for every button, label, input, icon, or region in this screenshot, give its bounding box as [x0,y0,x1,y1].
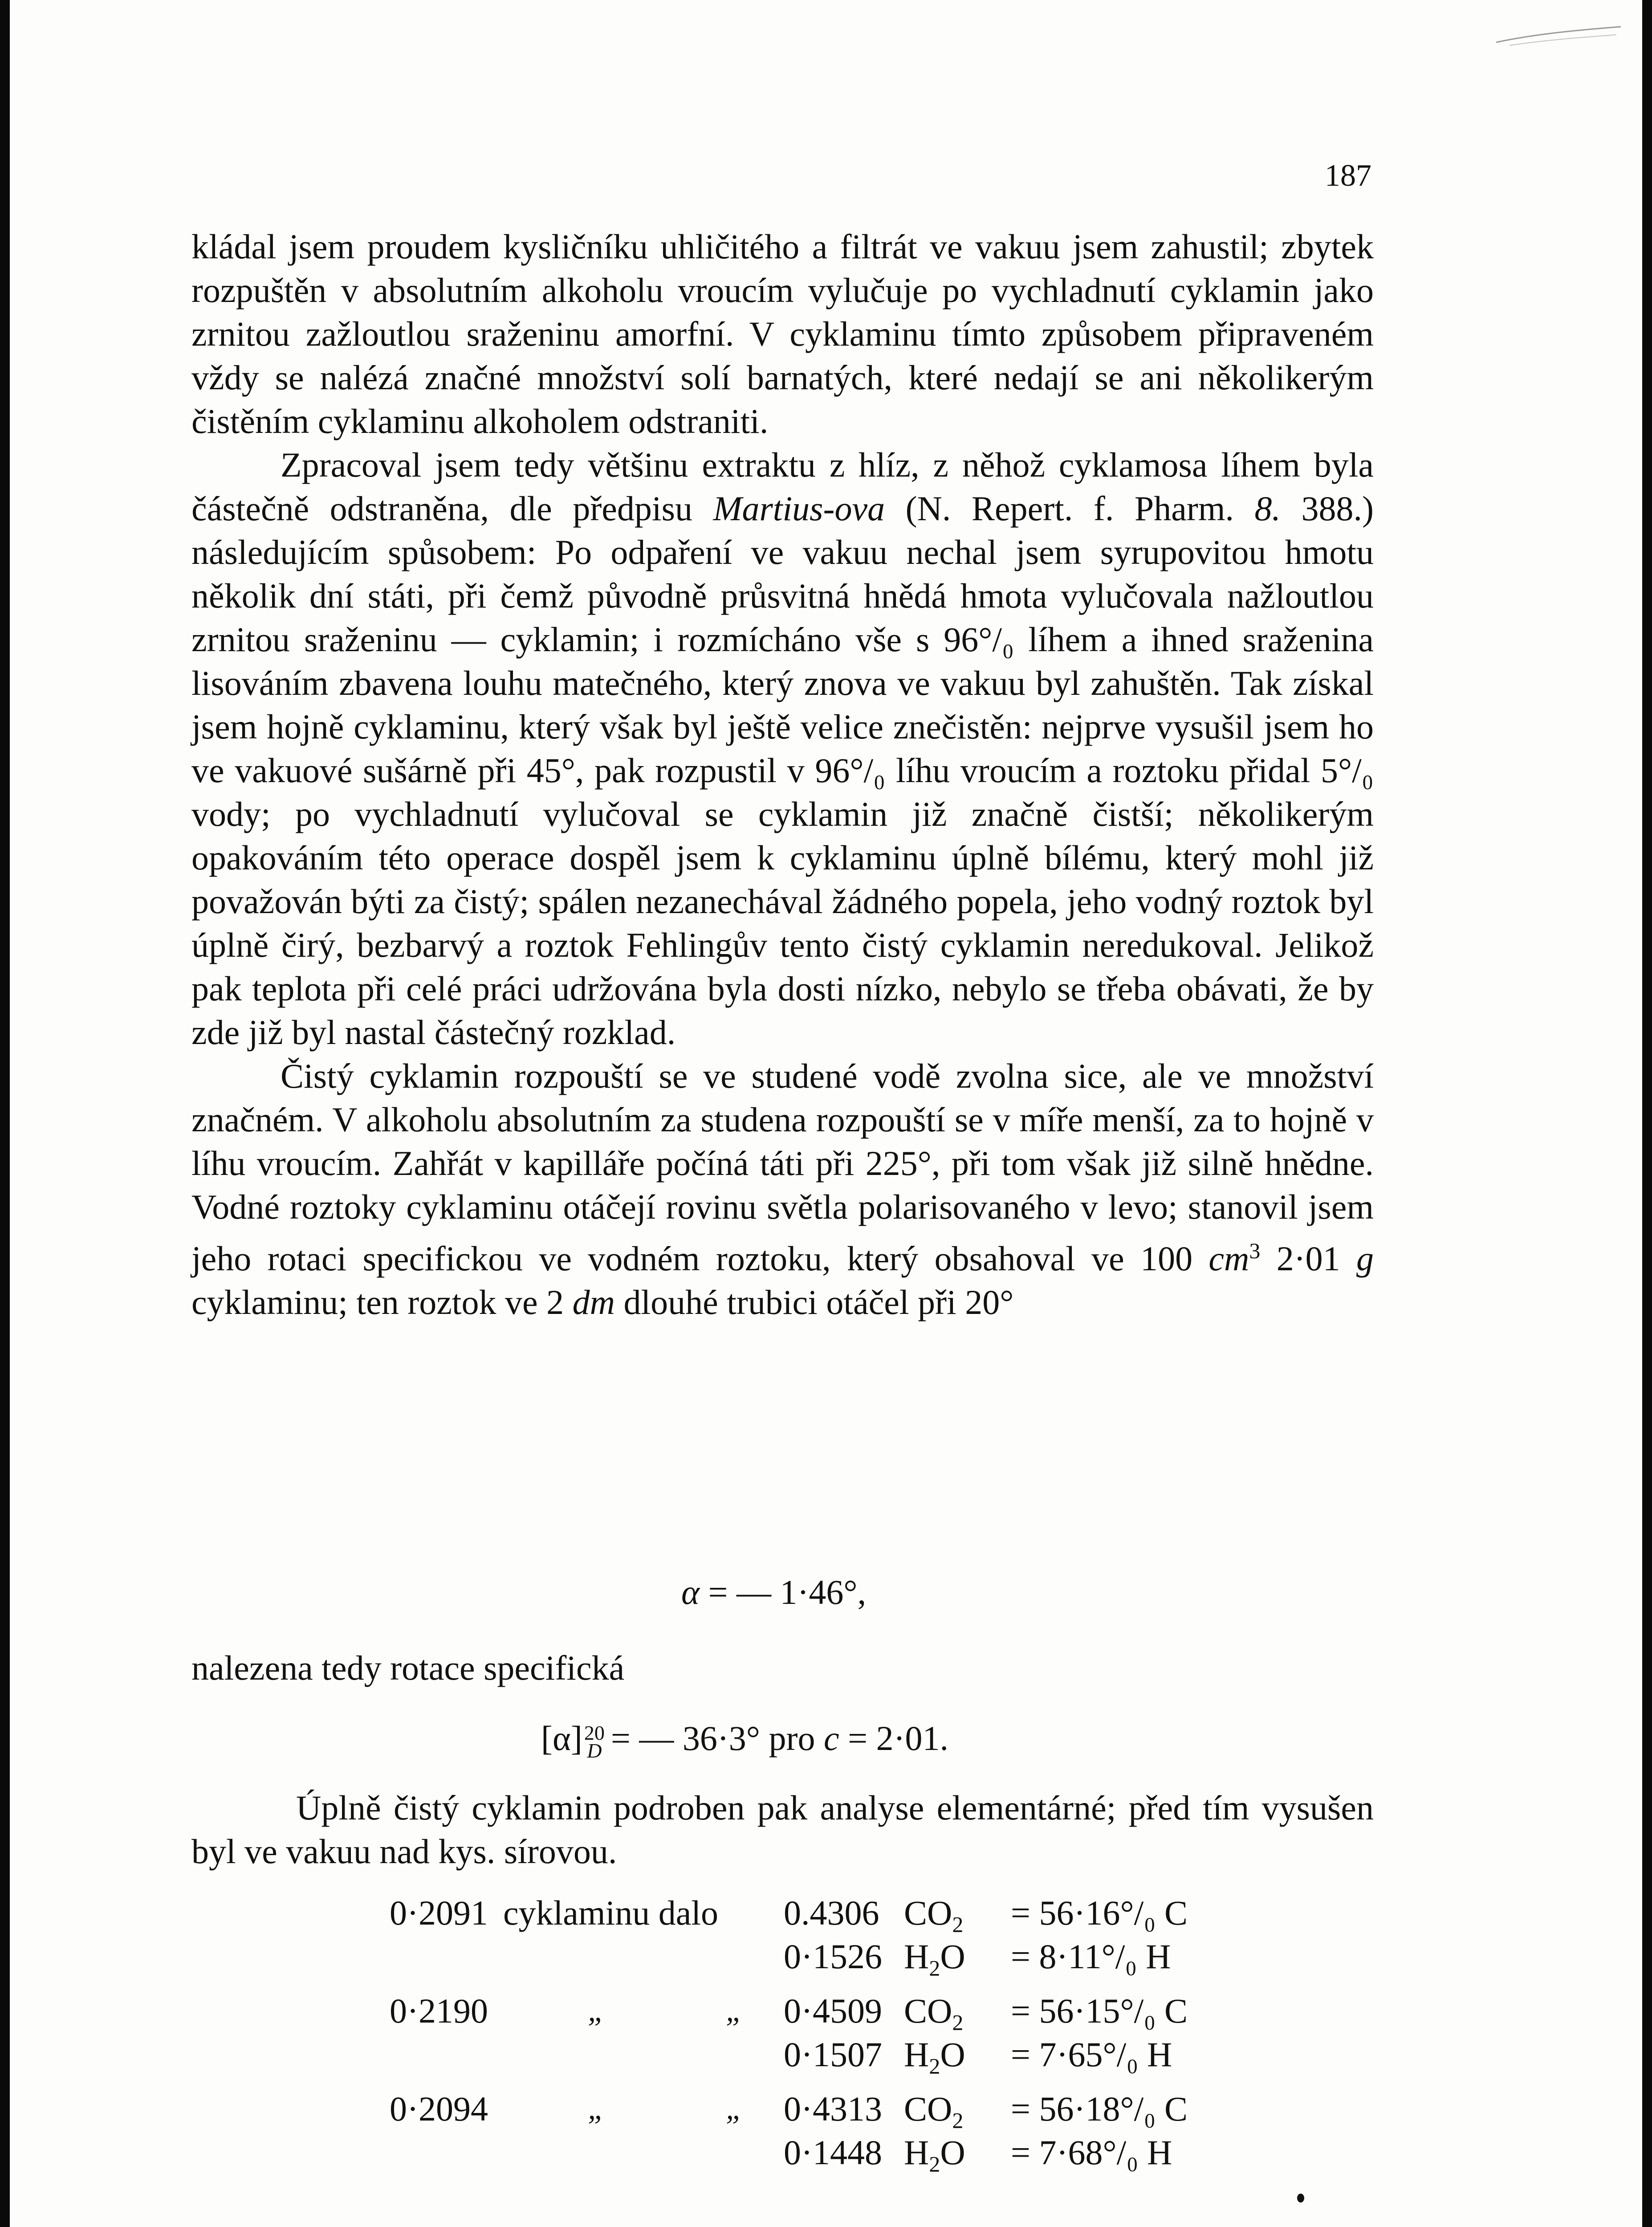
ditto-mark: „ [726,2092,743,2126]
elemental-analysis-table [0,1893,1652,2205]
analysis-sample-mass: 0·2094 [390,2089,488,2128]
equation-specific-rotation: [α] 20 D = — 36·3° pro c = 2·01. [541,1719,949,1762]
body-text [191,225,1374,1324]
paragraph-2: Zpracoval jsem tedy většinu extraktu z hlíz, z něhož cyklamosa líhem byla částečně odstraněna, dle předpisu Martius-ova (N. Repert. f. Pharm. 8. 388.) následujícím spůsobem: Po odpaření ve vakuu nechal jsem syrupovitou hmotu několik dní státi, při čemž původně průsvitná hnědá hmota vylučovala nažloutlou zrnitou sraženinu — cyklamin; i rozmícháno vše s 96°/₀ líhem a ihned sraženina lisováním zbavena louhu matečného, který znova ve vakuu byl zahuštěn. Tak získal jsem hojně cyklaminu, který však byl ještě velice znečistěn: nejprve vysušil jsem ho ve vakuové sušárně při 45°, pak rozpustil v 96°/₀ líhu vroucím a roztoku přidal 5°/₀ vody; po vychladnutí vylučoval se cyklamin již značně čistší; několikerým opakováním této operace dospěl jsem k cyklaminu úplně bílému, který mohl již považován býti za čistý; spálen nezanechával žádného popela, jeho vodný roztok byl úplně čirý, bezbarvý a roztok Fehlingův tento čistý cyklamin neredukoval. Jelikož pak teplota při celé práci udržována byla dosti nízko, nebylo se třeba obávati, že by zde již byl nastal částečný rozklad. [191,445,1374,1052]
analysis-sample-mass: 0·2190 [390,1991,488,2030]
analysis-product-mass: 0·1448 [784,2133,882,2172]
analysis-percent: = 8·11°/₀ H [1011,1937,1171,1976]
analysis-intro: Úplně čistý cyklamin podroben pak analyse elementárné; před tím vysušen byl ve vakuu nad kys. sírovou. [191,1788,1374,1871]
analysis-compound: $H_2O$ [904,2035,965,2079]
analysis-sample-mass: 0·2091 [390,1893,488,1932]
analysis-compound: $CO_2$ [904,1893,964,1937]
citation-volume: 8. [1254,489,1281,528]
page-number: 187 [1325,159,1371,193]
analysis-percent: = 56·18°/₀ C [1011,2089,1188,2128]
analysis-compound: $CO_2$ [904,1991,964,2035]
ink-speck [1297,2194,1304,2203]
analysis-product-mass: 0·4313 [784,2089,882,2128]
analysis-product-mass: 0·1526 [784,1937,882,1976]
specific-rotation-lead: nalezena tedy rotace specifická [191,1648,625,1687]
analysis-compound: $H_2O$ [904,1937,965,1981]
analysis-percent: = 56·16°/₀ C [1011,1893,1188,1932]
analysis-percent: = 7·65°/₀ H [1011,2035,1172,2074]
analysis-product-mass: 0·4509 [784,1991,882,2030]
analysis-product-mass: 0·1507 [784,2035,882,2074]
analysis-compound: $CO_2$ [904,2089,964,2133]
ditto-mark: „ [588,2092,605,2126]
ditto-mark: „ [726,1994,743,2028]
analysis-percent: = 56·15°/₀ C [1011,1991,1188,2030]
ditto-mark: „ [588,1994,605,2028]
analysis-compound: $H_2O$ [904,2133,965,2177]
paper-scuff-mark [1492,18,1625,53]
analysis-percent: = 7·68°/₀ H [1011,2133,1172,2172]
analysis-sample-label: cyklaminu dalo [503,1893,719,1932]
paragraph-1: kládal jsem proudem kysličníku uhličitého a filtrát ve vakuu jsem zahustil; zbytek rozpuštěn v absolutním alkoholu vroucím vylučuje po vychladnutí cyklamin jako zrnitou zažloutlou sraženinu amorfní. V cyklaminu tímto způsobem připraveném vždy se nalézá značné množství solí barnatých, které nedají se ani několikerým čistěním cyklaminu alkoholem odstraniti. [191,227,1374,441]
paragraph-3: Čistý cyklamin rozpouští se ve studené vodě zvolna sice, ale ve množství značném. V alkoholu absolutním za studena rozpouští se v míře menší, za to hojně v líhu vroucím. Zahřát v kapilláře počíná táti při 225°, při tom však již silně hnědne. Vodné roztoky cyklaminu otáčejí rovinu světla polarisovaného v levo; stanovil jsem jeho rotaci specifickou ve vodném roztoku, který obsahoval ve 100 $cm^3$ 2·01 g cyklaminu; ten roztok ve 2 dm dlouhé trubici otáčel při 20° [191,1056,1374,1322]
equation-rotation-angle: α = — 1·46°, [681,1573,867,1611]
analysis-product-mass: 0.4306 [784,1893,879,1932]
citation-author: Martius-ova [713,489,885,528]
